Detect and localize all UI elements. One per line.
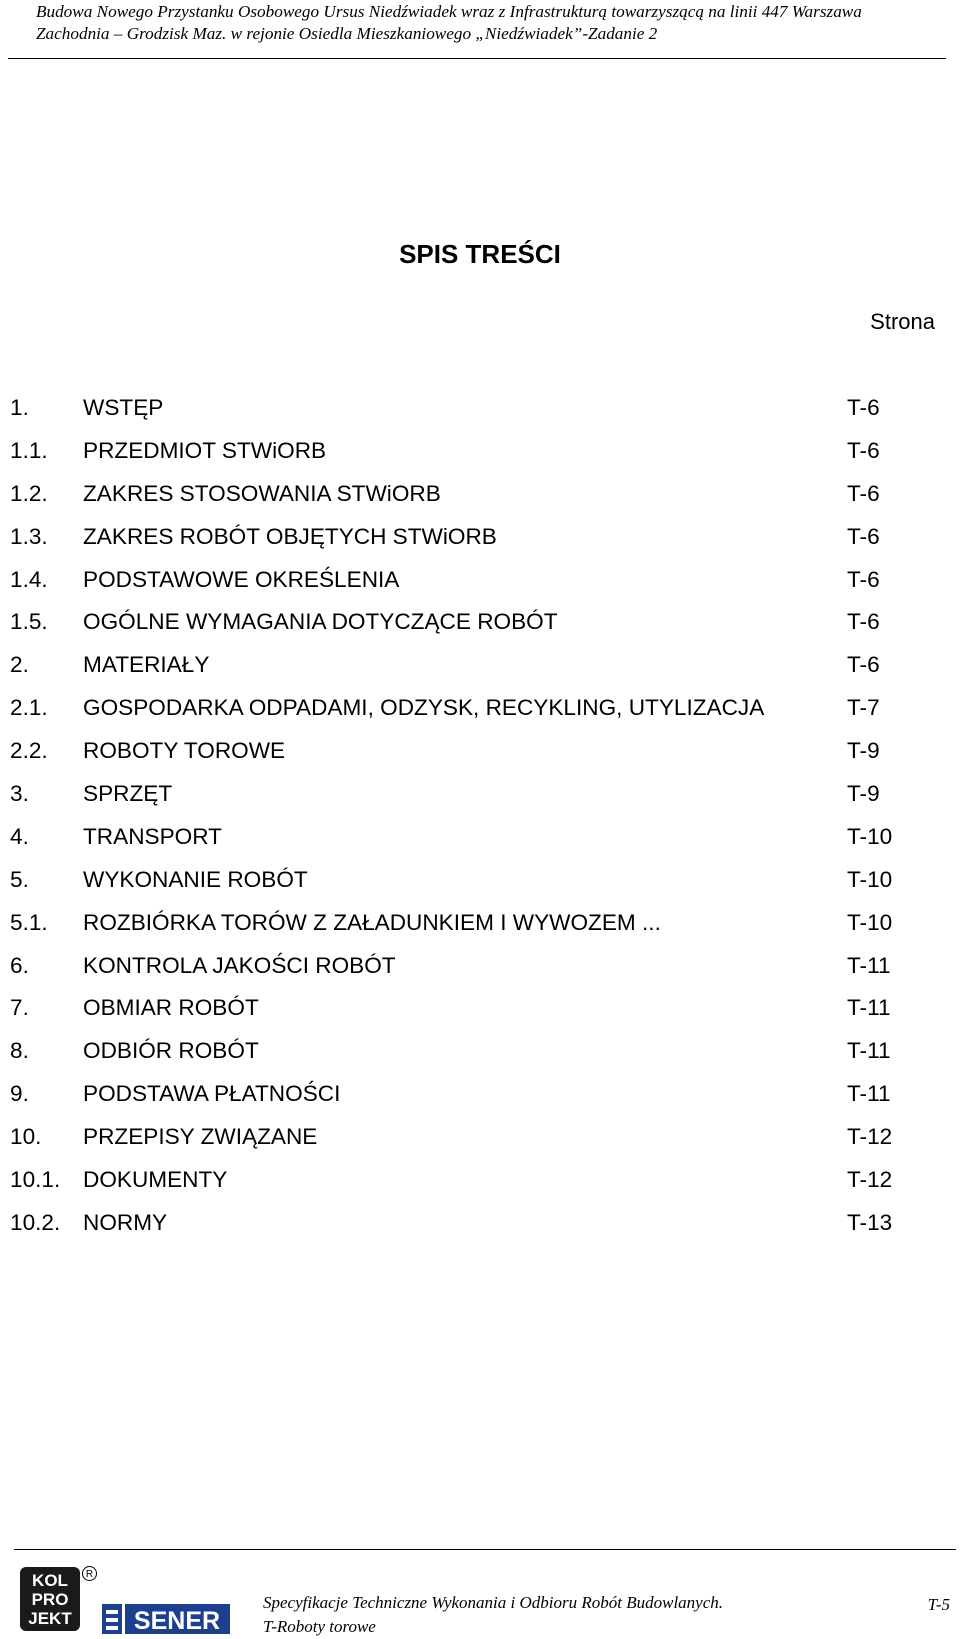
toc-entry-title: OBMIAR ROBÓT — [83, 995, 259, 1021]
toc-entry-title: GOSPODARKA ODPADAMI, ODZYSK, RECYKLING, UTYLIZACJA — [83, 695, 765, 721]
footer-description — [263, 1591, 723, 1639]
toc-entry-page: T-12 — [847, 1124, 893, 1150]
toc-entry — [10, 952, 930, 995]
toc-entry-number: 5. — [10, 866, 29, 892]
sener-logo — [102, 1602, 230, 1636]
toc-entry-number: 8. — [10, 1038, 29, 1064]
footer-rule — [14, 1549, 956, 1550]
toc-entry-title: ZAKRES ROBÓT OBJĘTYCH STWiORB — [83, 523, 497, 549]
toc-entry — [10, 737, 930, 780]
toc-entry — [10, 651, 930, 694]
toc-entry-title: ZAKRES STOSOWANIA STWiORB — [83, 480, 441, 506]
toc-entry-title: DOKUMENTY — [83, 1167, 228, 1193]
running-header — [36, 1, 946, 45]
toc-entry-title: WSTĘP — [83, 395, 164, 420]
table-of-contents — [10, 394, 930, 1252]
toc-entry-number: 1.2. — [10, 480, 48, 506]
kolprojekt-logo-line-2: PRO — [31, 1590, 69, 1609]
toc-entry-title: SPRZĘT — [83, 781, 173, 807]
toc-entry — [10, 1209, 930, 1252]
toc-entry-title: OGÓLNE WYMAGANIA DOTYCZĄCE ROBÓT — [83, 609, 558, 635]
toc-entry-number: 2.2. — [10, 738, 48, 764]
toc-entry-title: ROBOTY TOROWE — [83, 738, 286, 764]
toc-entry-number: 1.5. — [10, 609, 48, 635]
toc-entry-page: T-10 — [847, 823, 893, 849]
toc-entry-page: T-11 — [847, 1038, 891, 1064]
toc-entry — [10, 480, 930, 523]
toc-entry-title: ODBIÓR ROBÓT — [83, 1038, 259, 1064]
toc-entry-page: T-10 — [847, 866, 893, 892]
toc-entry — [10, 608, 930, 651]
toc-entry-page: T-6 — [847, 395, 880, 420]
toc-entry-title: KONTROLA JAKOŚCI ROBÓT — [83, 952, 396, 978]
toc-entry-number: 2. — [10, 652, 29, 678]
toc-entry-page: T-11 — [847, 995, 891, 1021]
toc-entry-number: 1.1. — [10, 437, 48, 463]
toc-entry — [10, 394, 930, 437]
toc-entry-title: ROZBIÓRKA TORÓW Z ZAŁADUNKIEM I WYWOZEM ... — [83, 909, 661, 935]
toc-entry-number: 7. — [10, 995, 29, 1021]
toc-entry-title: PODSTAWOWE OKREŚLENIA — [83, 566, 400, 592]
toc-entry-title: TRANSPORT — [83, 823, 222, 849]
toc-entry-number: 6. — [10, 952, 29, 978]
toc-entry-page: T-11 — [847, 952, 891, 978]
toc-entry-number: 9. — [10, 1081, 29, 1107]
toc-entry-title: PRZEPISY ZWIĄZANE — [83, 1124, 318, 1150]
toc-entry-page: T-6 — [847, 566, 880, 592]
toc-entry-page: T-6 — [847, 480, 880, 506]
toc-entry — [10, 566, 930, 609]
toc-entry-number: 1.3. — [10, 523, 48, 549]
toc-entry-title: NORMY — [83, 1209, 168, 1235]
toc-entry — [10, 866, 930, 909]
toc-entry — [10, 1166, 930, 1209]
toc-entry — [10, 823, 930, 866]
toc-entry-number: 5.1. — [10, 909, 48, 935]
registered-mark-icon: R — [82, 1566, 97, 1581]
toc-entry-page: T-11 — [847, 1081, 891, 1107]
toc-entry-page: T-6 — [847, 523, 880, 549]
toc-entry-page: T-10 — [847, 909, 893, 935]
toc-entry-page: T-7 — [847, 695, 880, 721]
toc-entry-title: WYKONANIE ROBÓT — [83, 866, 308, 892]
header-rule — [8, 58, 946, 59]
toc-entry-page: T-9 — [847, 781, 880, 807]
header-line-1: Budowa Nowego Przystanku Osobowego Ursus Niedźwiadek wraz z Infrastrukturą towarzyszącą na linii 447 Warszawa — [36, 2, 862, 21]
toc-entry — [10, 437, 930, 480]
toc-entry-page: T-6 — [847, 652, 880, 678]
toc-entry-number: 1.4. — [10, 566, 48, 592]
header-line-2: Zachodnia – Grodzisk Maz. w rejonie Osiedla Mieszkaniowego „Niedźwiadek”-Zadanie 2 — [36, 24, 658, 43]
toc-entry-number: 4. — [10, 823, 29, 849]
toc-entry-number: 10. — [10, 1124, 42, 1150]
toc-entry-page: T-6 — [847, 609, 880, 635]
sener-wordmark: SENER — [133, 1607, 221, 1635]
toc-entry-page: T-6 — [847, 437, 880, 463]
toc-entry-number: 2.1. — [10, 695, 48, 721]
kolprojekt-logo-line-1: KOL — [32, 1571, 68, 1590]
toc-title: SPIS TREŚCI — [399, 239, 561, 269]
toc-entry-number: 3. — [10, 781, 29, 807]
footer-line-1: Specyfikacje Techniczne Wykonania i Odbioru Robót Budowlanych. — [263, 1593, 724, 1612]
footer-line-2: T-Roboty torowe — [263, 1617, 376, 1636]
toc-entry — [10, 1037, 930, 1080]
toc-entry-number: 10.2. — [10, 1209, 61, 1235]
toc-entry-page: T-12 — [847, 1167, 893, 1193]
toc-entry — [10, 523, 930, 566]
toc-entry-number: 10.1. — [10, 1167, 61, 1193]
page-column-label: Strona — [870, 309, 935, 334]
sener-emblem-bar-2 — [106, 1618, 118, 1622]
toc-entry — [10, 780, 930, 823]
sener-emblem-bar-3 — [106, 1626, 118, 1630]
toc-entry-title: PRZEDMIOT STWiORB — [83, 437, 327, 463]
toc-entry-title: PODSTAWA PŁATNOŚCI — [83, 1081, 341, 1107]
toc-entry — [10, 909, 930, 952]
page-number: T-5 — [927, 1595, 950, 1614]
toc-entry — [10, 694, 930, 737]
kolprojekt-logo — [20, 1567, 80, 1631]
toc-entry-page: T-9 — [847, 738, 880, 764]
toc-entry-number: 1. — [10, 395, 29, 420]
toc-entry — [10, 1080, 930, 1123]
toc-entry — [10, 994, 930, 1037]
sener-emblem-bar-1 — [106, 1610, 118, 1614]
toc-entry-page: T-13 — [847, 1209, 893, 1235]
toc-entry — [10, 1123, 930, 1166]
toc-entry-title: MATERIAŁY — [83, 652, 210, 678]
kolprojekt-logo-line-3: JEKT — [28, 1609, 72, 1628]
